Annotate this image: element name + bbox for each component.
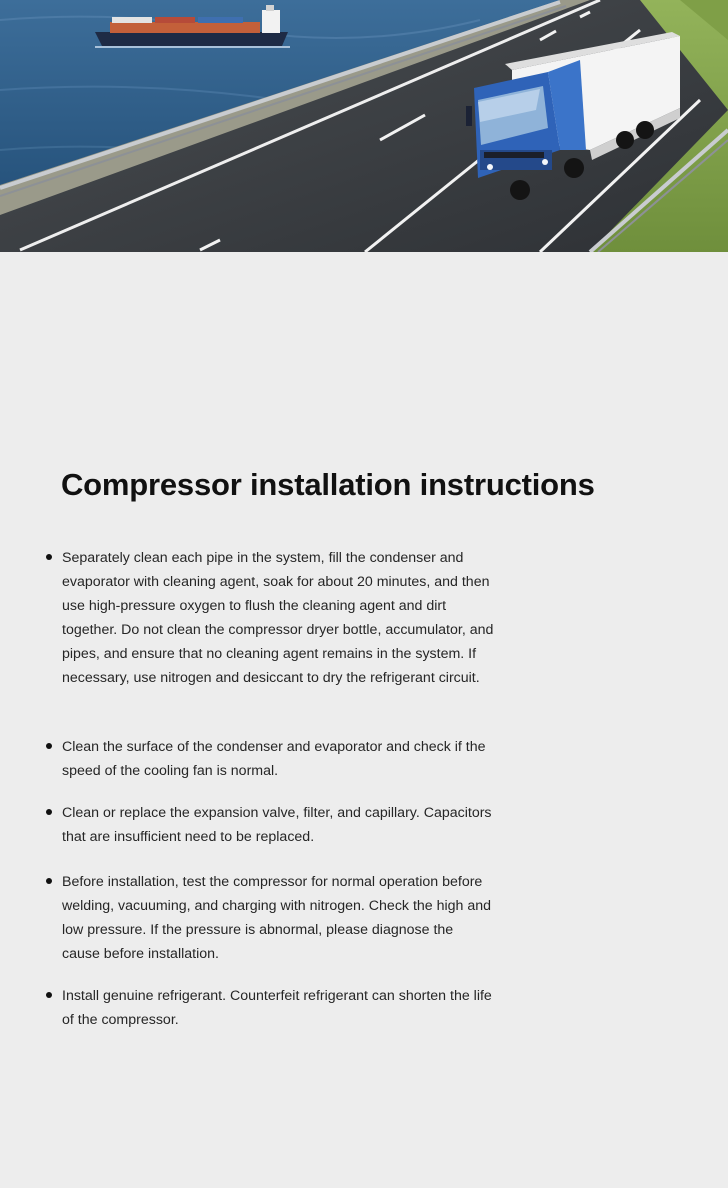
instruction-text: Install genuine refrigerant. Counterfeit refrigerant can shorten the life of the compressor. [62,988,492,1028]
bullet-icon [46,809,52,815]
bullet-icon [46,992,52,998]
instruction-text: Before installation, test the compressor for normal operation before welding, vacuuming, and charging with nitrogen. Check the high and low pressure. If the pressure is abnormal, please diagnose the cause before installation. [62,874,492,962]
bullet-icon [46,743,52,749]
instruction-text: Clean or replace the expansion valve, filter, and capillary. Capacitors that are insufficient need to be replaced. [62,805,492,845]
hero-image [0,0,728,252]
instruction-text: Separately clean each pipe in the system, fill the condenser and evaporator with cleaning agent, soak for about 20 minutes, and then use high-pressure oxygen to flush the cleaning agent and dirt together. Do not clean the compressor dryer bottle, accumulator, and pipes, and ensure that no cleaning agent remains in the system. If necessary, use nitrogen and desiccant to dry the refrigerant circuit. [62,550,494,686]
bullet-icon [46,878,52,884]
instruction-text: Clean the surface of the condenser and evaporator and check if the speed of the cooling fan is normal. [62,739,486,779]
article-title: Compressor installation instructions [61,467,595,502]
article-section [0,252,728,1188]
bullet-icon [46,554,52,560]
hero-photo-illustration [0,0,728,252]
